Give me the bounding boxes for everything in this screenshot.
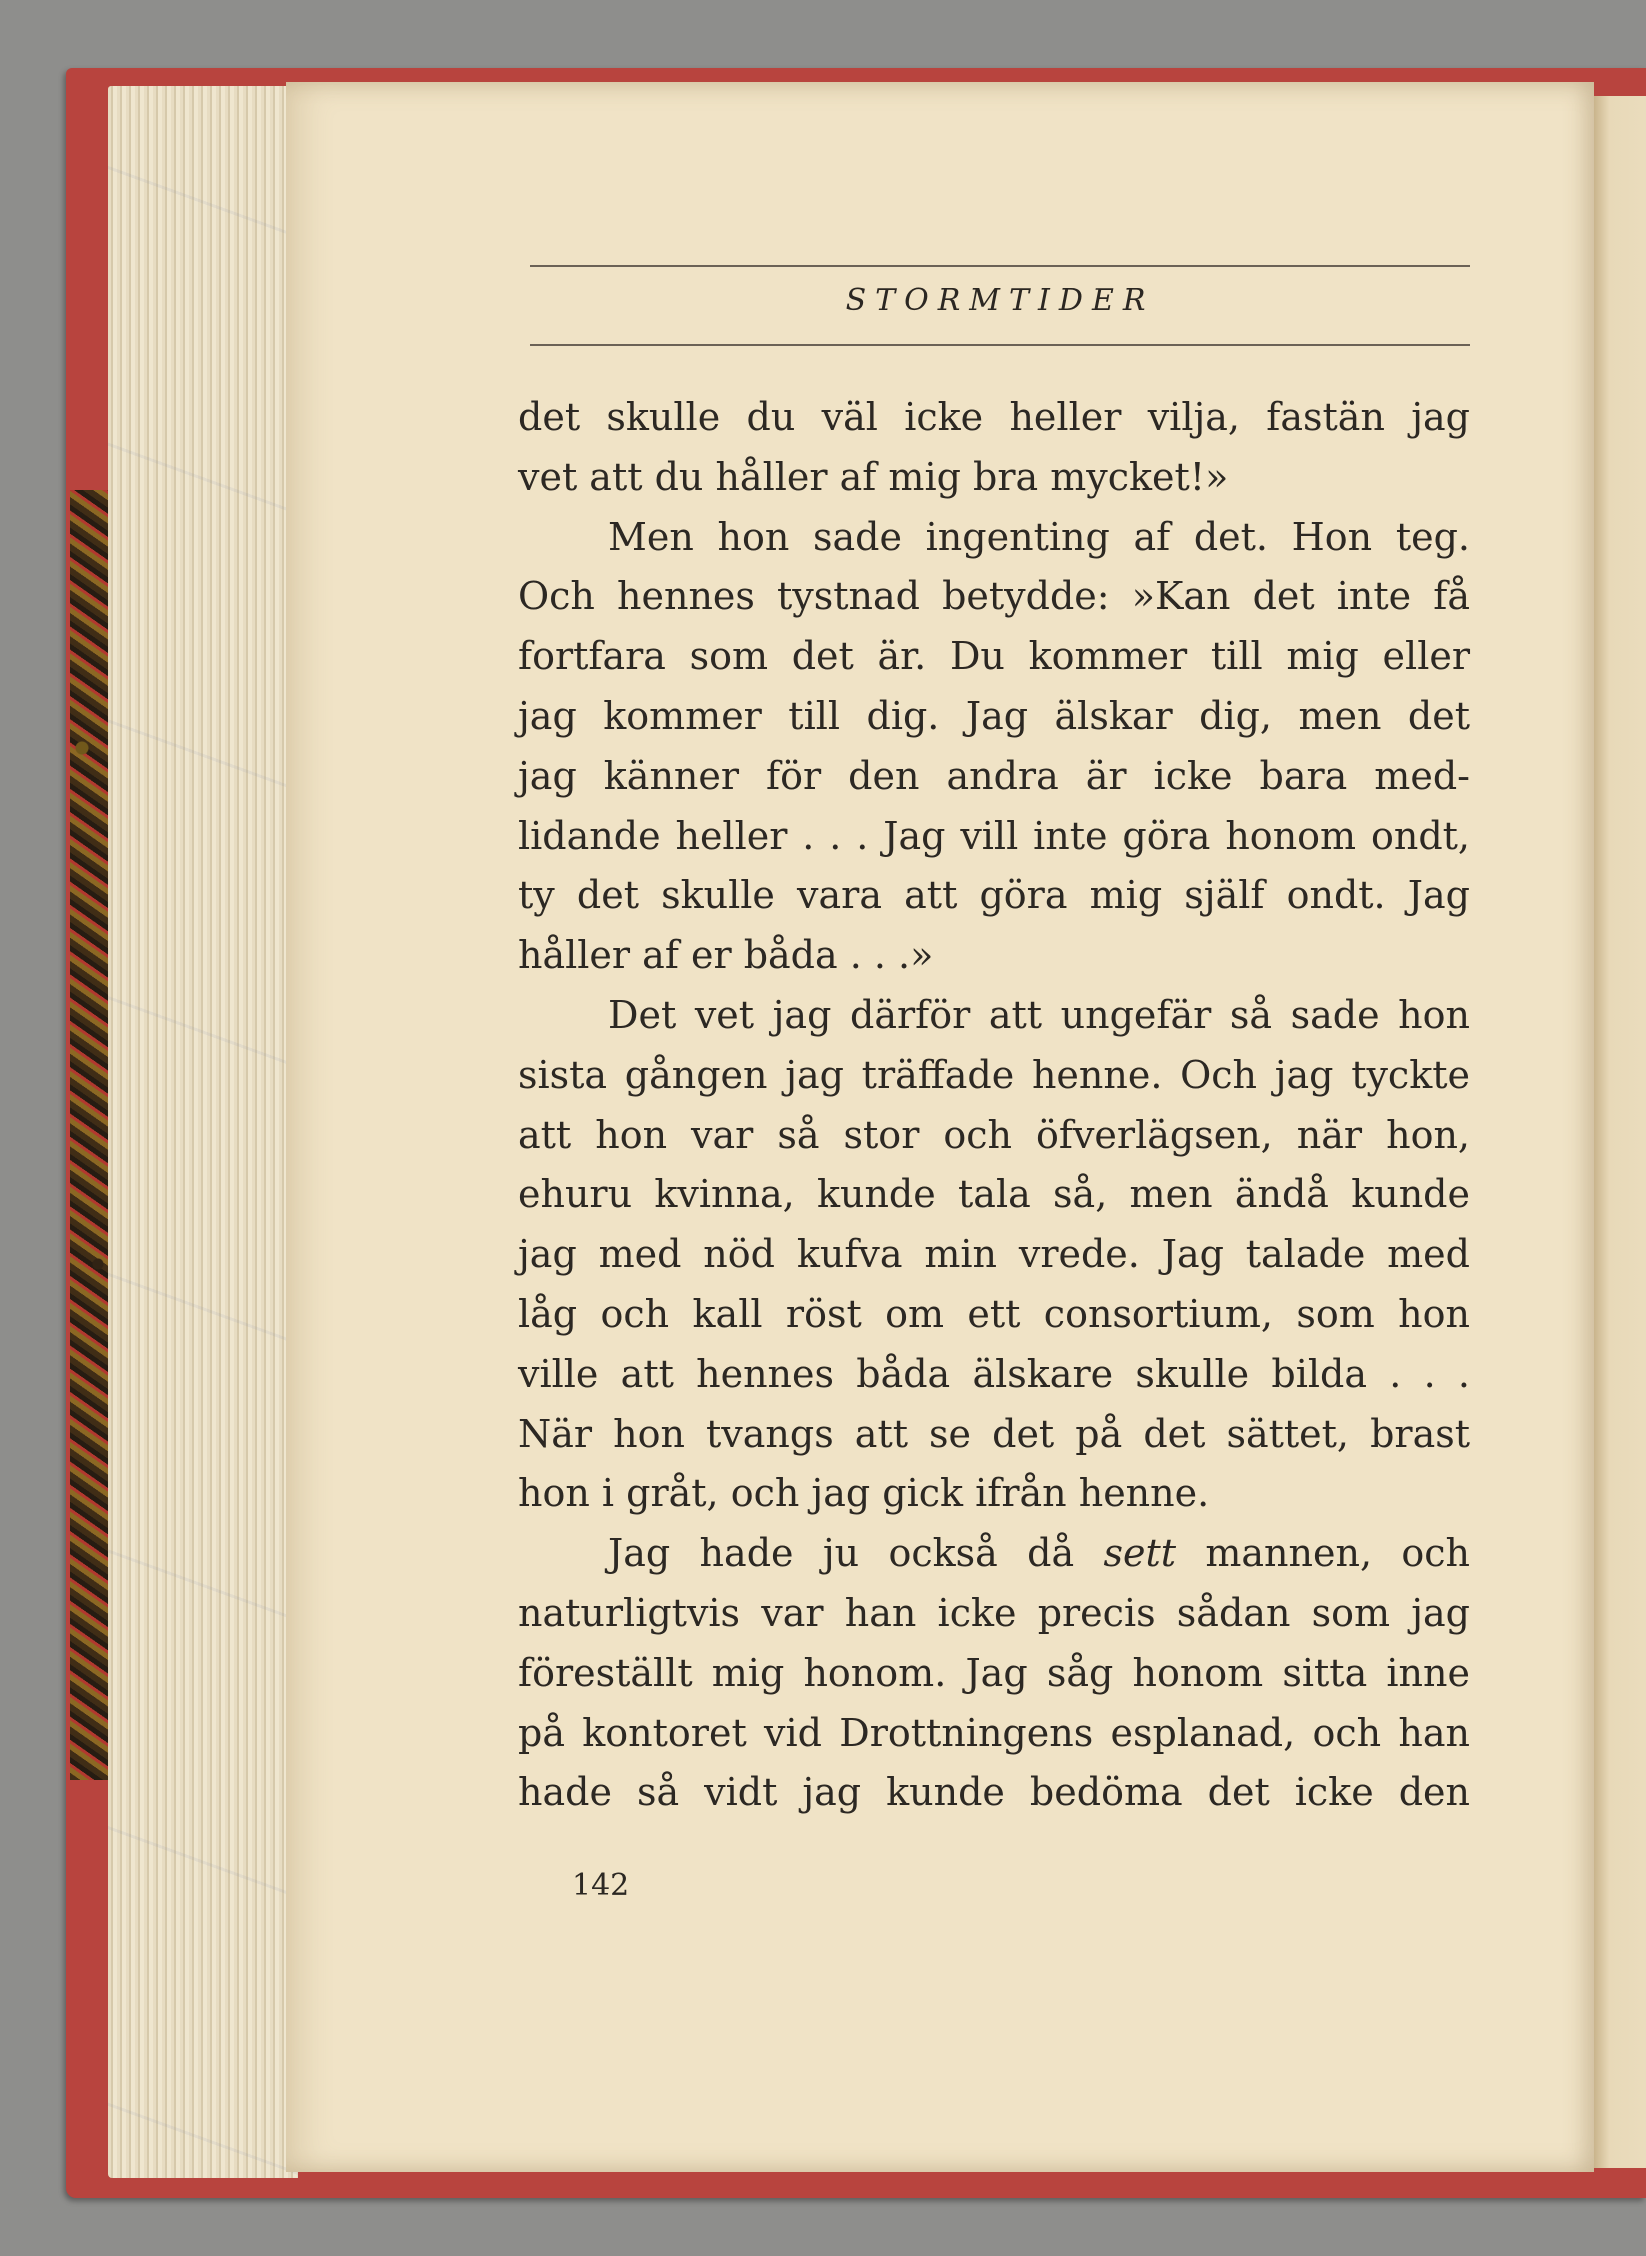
facing-page-edge (1594, 96, 1646, 2168)
text-line: att hon var så stor och öfverlägsen, när hon, (518, 1112, 1470, 1157)
text-line: hade så vidt jag kunde bedöma det icke den (518, 1770, 1470, 1815)
text-line: hon i gråt, och jag gick ifrån henne. (518, 1471, 1210, 1516)
text-segment: mannen, och (1176, 1531, 1470, 1576)
text-line: föreställt mig honom. Jag såg honom sitta inne (518, 1650, 1470, 1695)
text-line: fortfara som det är. Du kommer till mig eller (518, 634, 1470, 679)
page-number: 142 (572, 1868, 630, 1903)
text-line: lidande heller . . . Jag vill inte göra honom ondt, (518, 813, 1470, 858)
text-line: ty det skulle vara att göra mig själf ondt. Jag (518, 873, 1470, 918)
text-line: vet att du håller af mig bra mycket!» (518, 454, 1229, 499)
text-line: ville att hennes båda älskare skulle bilda . . . (518, 1351, 1470, 1396)
text-line: Och hennes tystnad betydde: »Kan det inte få (518, 574, 1470, 619)
text-line: håller af er båda . . .» (518, 933, 934, 978)
text-line: det skulle du väl icke heller vilja, fastän jag (518, 395, 1470, 439)
page-stack-edge (108, 86, 298, 2178)
text-line: jag kommer till dig. Jag älskar dig, men det (518, 693, 1470, 738)
text-line: Men hon sade ingenting af det. Hon teg. (608, 514, 1470, 559)
text-segment: Jag hade ju också då (608, 1531, 1104, 1576)
text-line: naturligtvis var han icke precis sådan som jag (518, 1590, 1470, 1635)
running-head: STORMTIDER (845, 283, 1155, 318)
emphasis-word: sett (1103, 1531, 1176, 1576)
header-rule-bottom (530, 344, 1470, 346)
text-line (518, 1524, 1470, 1584)
text-line: på kontoret vid Drottningens esplanad, och han (518, 1710, 1470, 1755)
body-text (518, 388, 1470, 1823)
text-line: ehuru kvinna, kunde tala så, men ändå kunde (518, 1172, 1470, 1217)
text-line: låg och kall röst om ett consortium, som hon (518, 1291, 1470, 1336)
marbled-endpaper (70, 490, 110, 1780)
text-line: Det vet jag därför att ungefär så sade hon (608, 992, 1470, 1037)
text-line: jag med nöd kufva min vrede. Jag talade med (518, 1232, 1470, 1277)
text-line: När hon tvangs att se det på det sättet, brast (518, 1411, 1470, 1456)
text-line: jag känner för den andra är icke bara med- (518, 753, 1470, 798)
header-rule-top (530, 265, 1470, 267)
text-line: sista gången jag träffade henne. Och jag tyckte (518, 1052, 1470, 1097)
